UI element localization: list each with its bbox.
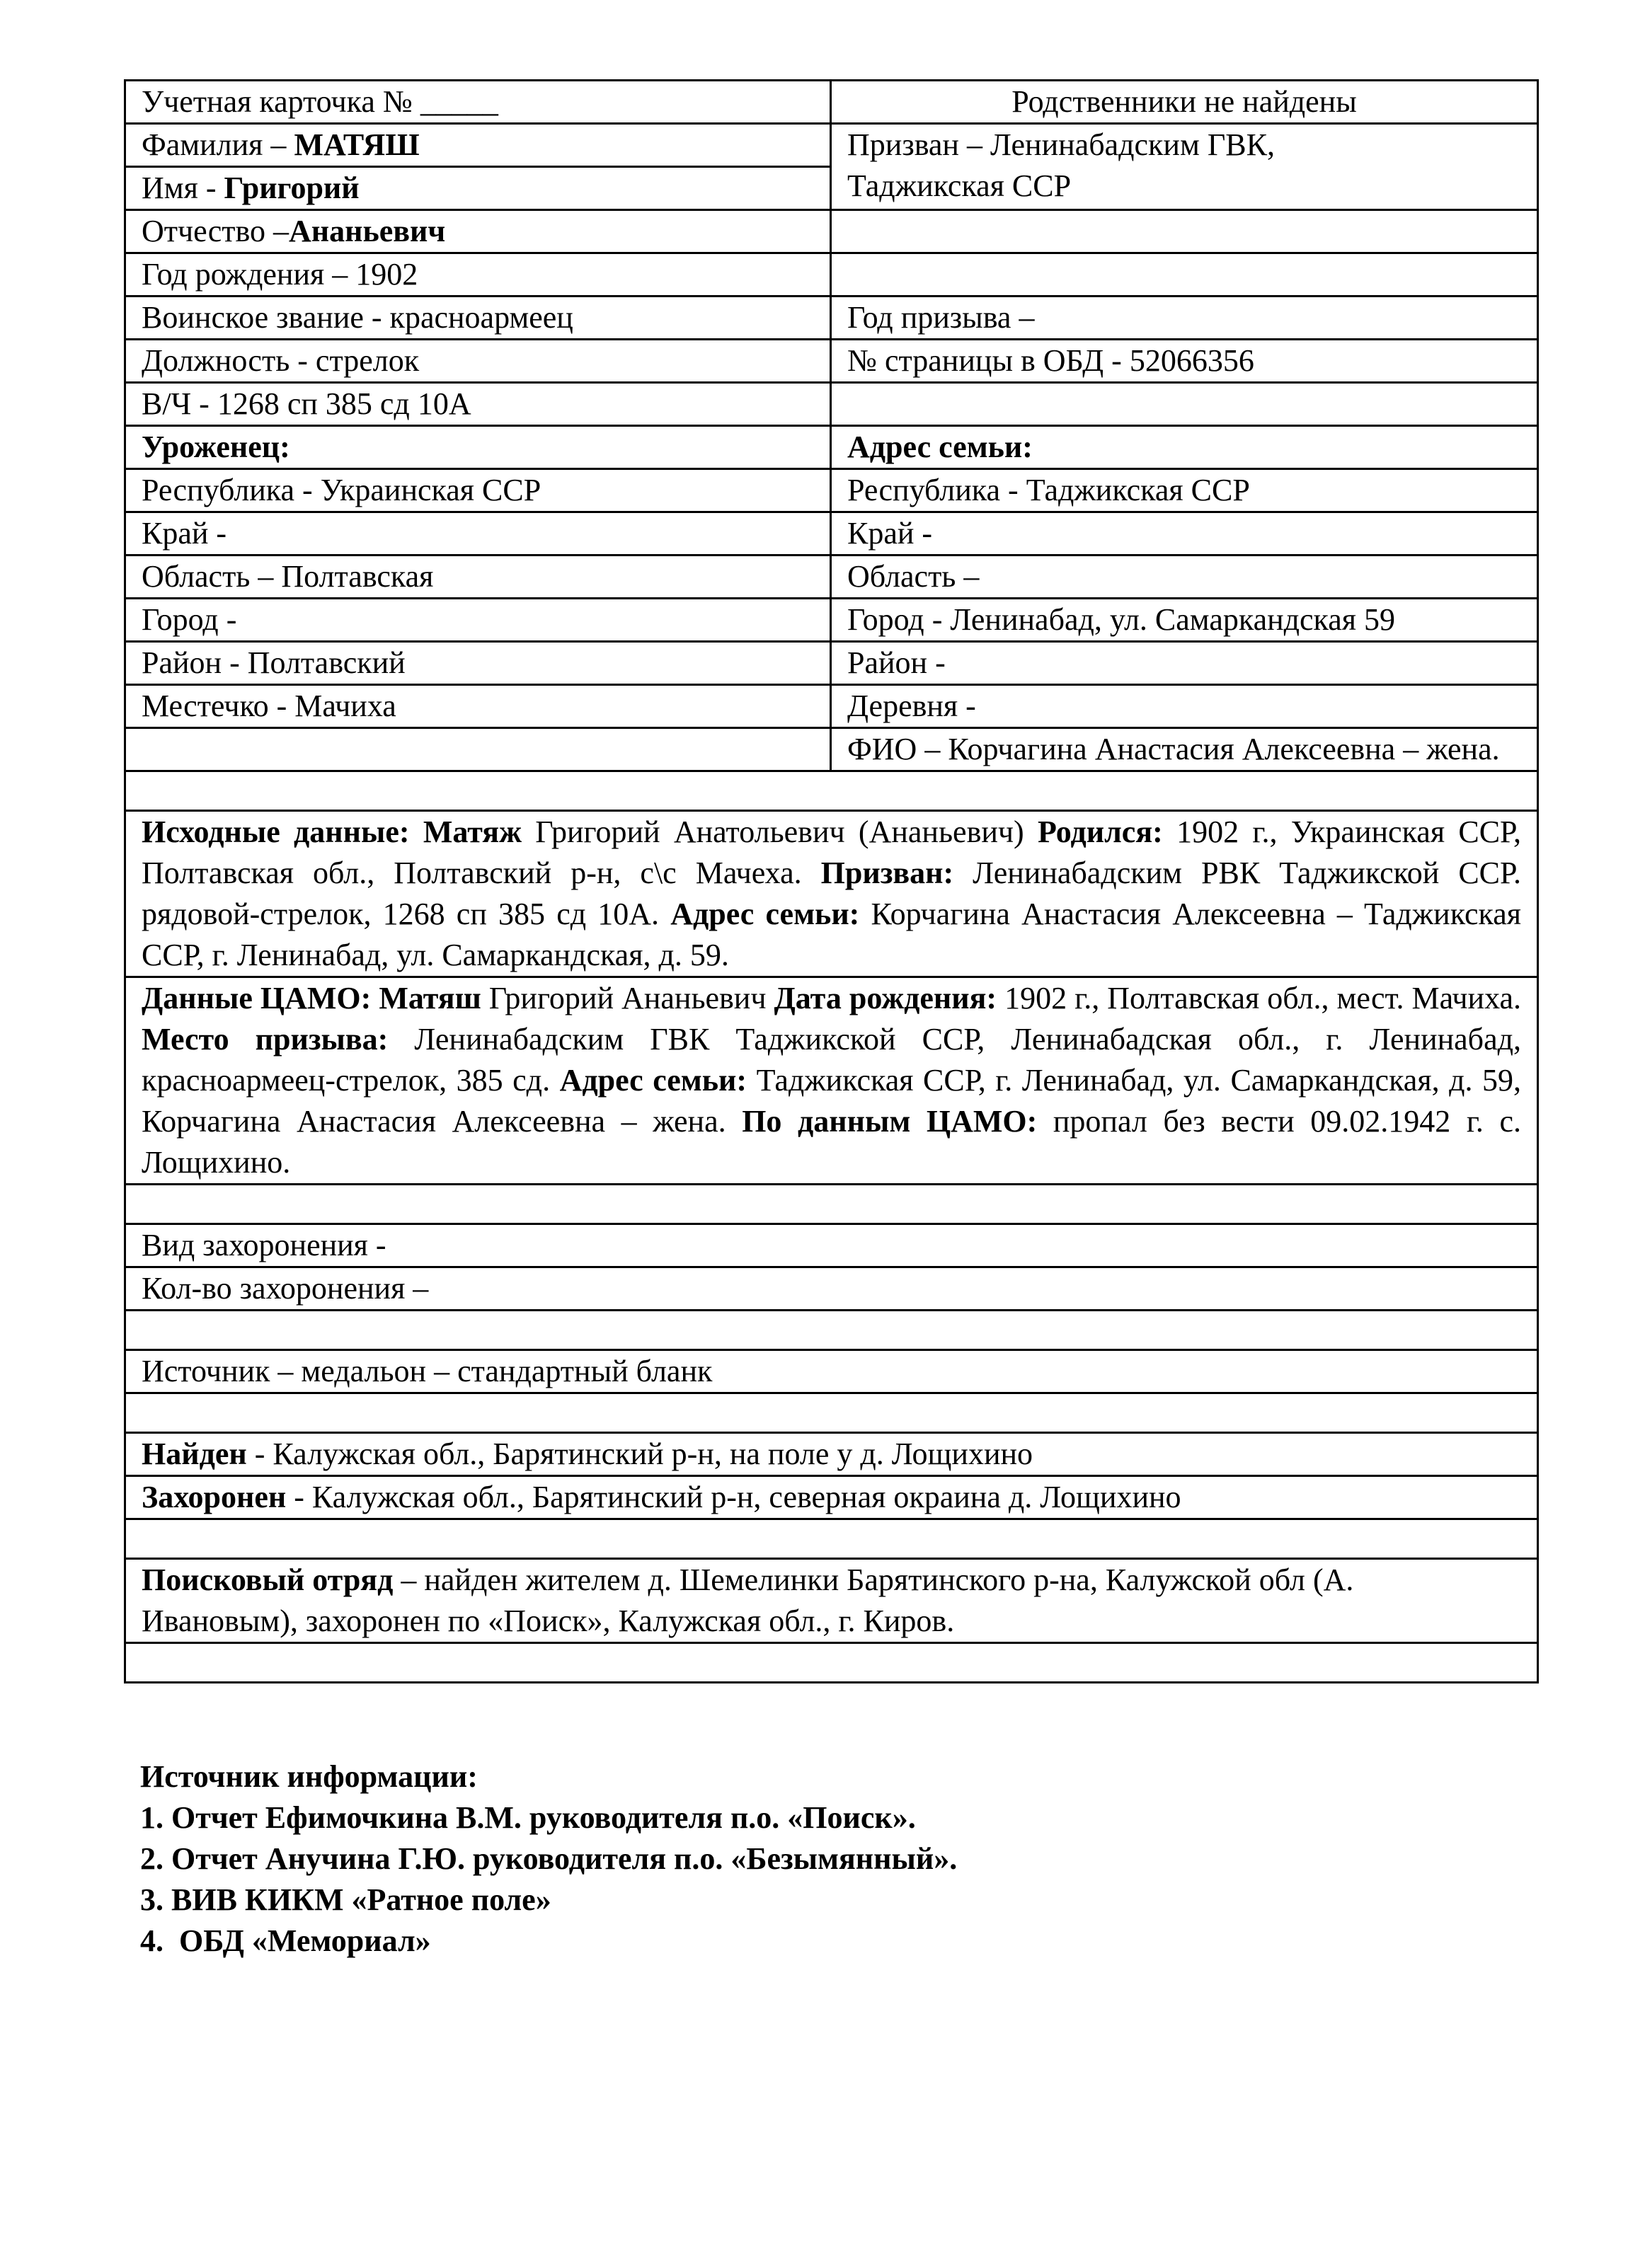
native-city: Город - <box>125 599 831 642</box>
source-item: 2. Отчет Анучина Г.Ю. руководителя п.о. «Безымянный». <box>140 1841 958 1876</box>
table-row <box>125 642 1538 685</box>
burial-type: Вид захоронения - <box>125 1224 1538 1267</box>
native-district: Район - Полтавский <box>125 642 831 685</box>
table-row <box>125 1476 1538 1519</box>
table-row <box>125 297 1538 340</box>
empty-row <box>125 1519 1538 1559</box>
family-krai: Край - <box>831 512 1538 556</box>
table-row <box>125 685 1538 728</box>
table-row <box>125 599 1538 642</box>
family-fio: ФИО – Корчагина Анастасия Алексеевна – жена. <box>831 728 1538 771</box>
table-row <box>125 469 1538 512</box>
surname-value: МАТЯШ <box>294 127 420 162</box>
table-row <box>125 556 1538 599</box>
empty-cell <box>125 728 831 771</box>
table-row <box>125 1559 1538 1643</box>
table-row <box>125 1643 1538 1683</box>
relatives-status: Родственники не найдены <box>831 81 1538 124</box>
sources-section <box>140 1756 957 1962</box>
table-row <box>125 1433 1538 1476</box>
initial-data: Исходные данные: Матяж Григорий Анатольевич (Ананьевич) Родился: 1902 г., Украинская ССР, Полтавская обл., Полтавский р-н, с\с Мачеха. Призван: Ленинабадским РВК Таджикской ССР. рядовой-стрелок, 1268 сп 385 сд 10А. Адрес семьи: Корчагина Анастасия Алексеевна – Таджикская ССР, г. Ленинабад, ул. Самаркандская, д. 59. <box>125 811 1538 977</box>
source-item: 4. ОБД «Мемориал» <box>140 1923 431 1958</box>
native-oblast: Область – Полтавская <box>125 556 831 599</box>
native-heading: Уроженец: <box>125 426 831 469</box>
table-row <box>125 771 1538 811</box>
family-oblast: Область – <box>831 556 1538 599</box>
registration-card-table <box>124 79 1539 1683</box>
empty-row <box>125 1643 1538 1683</box>
found-field: Найден - Калужская обл., Барятинский р-н, на поле у д. Лощихино <box>125 1433 1538 1476</box>
table-row <box>125 426 1538 469</box>
table-row <box>125 210 1538 253</box>
empty-cell <box>831 383 1538 426</box>
surname-field: Фамилия – МАТЯШ <box>125 124 831 167</box>
family-district: Район - <box>831 642 1538 685</box>
table-row <box>125 1224 1538 1267</box>
family-republic: Республика - Таджикская ССР <box>831 469 1538 512</box>
empty-cell <box>831 210 1538 253</box>
tsamo-data: Данные ЦАМО: Матяш Григорий Ананьевич Дата рождения: 1902 г., Полтавская обл., мест. Мачиха. Место призыва: Ленинабадским ГВК Таджикской ССР, Ленинабадская обл., г. Ленинабад, красноармеец-стрелок, 385 сд. Адрес семьи: Таджикская ССР, г. Ленинабад, ул. Самаркандская, д. 59, Корчагина Анастасия Алексеевна – жена. По данным ЦАМО: пропал без вести 09.02.1942 г. с. Лощихино. <box>125 977 1538 1185</box>
obd-page-field: № страницы в ОБД - 52066356 <box>831 340 1538 383</box>
patronymic-field: Отчество –Ананьевич <box>125 210 831 253</box>
card-header-row <box>125 81 1538 124</box>
name-value: Григорий <box>224 171 360 205</box>
unit-field: В/Ч - 1268 сп 385 сд 10А <box>125 383 831 426</box>
native-republic: Республика - Украинская ССР <box>125 469 831 512</box>
empty-row <box>125 1185 1538 1224</box>
source-item: 3. ВИВ КИКМ «Ратное поле» <box>140 1882 551 1917</box>
rank-field: Воинское звание - красноармеец <box>125 297 831 340</box>
table-row <box>125 1519 1538 1559</box>
family-address-heading: Адрес семьи: <box>831 426 1538 469</box>
birth-year-field: Год рождения – 1902 <box>125 253 831 297</box>
empty-row <box>125 771 1538 811</box>
buried-field: Захоронен - Калужская обл., Барятинский р-н, северная окраина д. Лощихино <box>125 1476 1538 1519</box>
table-row <box>125 383 1538 426</box>
search-team-field: Поисковый отряд – найден жителем д. Шемелинки Барятинского р-на, Калужской обл (А. Ивановым), захоронен по «Поиск», Калужская обл., г. Киров. <box>125 1559 1538 1643</box>
table-row <box>125 728 1538 771</box>
table-row <box>125 811 1538 977</box>
name-field: Имя - Григорий <box>125 167 831 210</box>
table-row <box>125 1393 1538 1433</box>
burial-count: Кол-во захоронения – <box>125 1267 1538 1311</box>
draft-year-field: Год призыва – <box>831 297 1538 340</box>
sources-heading: Источник информации: <box>140 1759 478 1794</box>
table-row <box>125 340 1538 383</box>
native-settlement: Местечко - Мачиха <box>125 685 831 728</box>
table-row <box>125 253 1538 297</box>
table-row <box>125 124 1538 167</box>
native-krai: Край - <box>125 512 831 556</box>
card-number: Учетная карточка № _____ <box>125 81 831 124</box>
table-row <box>125 512 1538 556</box>
family-village: Деревня - <box>831 685 1538 728</box>
empty-row <box>125 1311 1538 1350</box>
table-row <box>125 977 1538 1185</box>
family-city: Город - Ленинабад, ул. Самаркандская 59 <box>831 599 1538 642</box>
position-field: Должность - стрелок <box>125 340 831 383</box>
source-field: Источник – медальон – стандартный бланк <box>125 1350 1538 1393</box>
drafted-field: Призван – Ленинабадским ГВК, Таджикская ССР <box>831 124 1538 210</box>
table-row <box>125 1185 1538 1224</box>
table-row <box>125 1350 1538 1393</box>
patronymic-value: Ананьевич <box>289 214 446 248</box>
table-row <box>125 1311 1538 1350</box>
empty-cell <box>831 253 1538 297</box>
empty-row <box>125 1393 1538 1433</box>
table-row <box>125 1267 1538 1311</box>
source-item: 1. Отчет Ефимочкина В.М. руководителя п.о. «Поиск». <box>140 1800 916 1835</box>
